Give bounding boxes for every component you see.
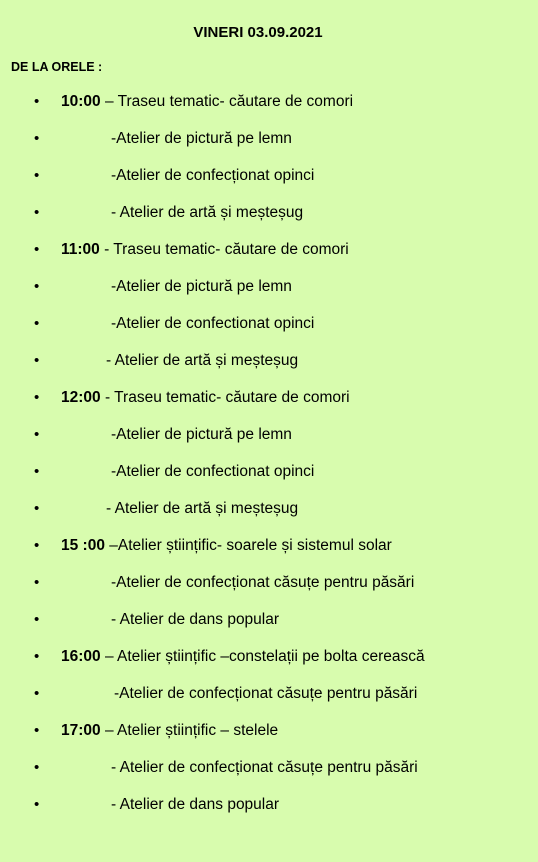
bullet-icon: • [34, 463, 40, 480]
schedule-entry [114, 682, 417, 706]
bullet-icon: • [34, 574, 40, 591]
list-item [0, 423, 538, 460]
schedule-entry [111, 275, 292, 299]
time-label: 10:00 [61, 93, 101, 110]
activity-text: -Atelier de pictură pe lemn [111, 278, 292, 295]
activity-text: -Atelier de confectionat opinci [111, 463, 315, 480]
list-item [0, 497, 538, 534]
schedule-entry [111, 164, 314, 188]
activity-text: – Atelier științific – stelele [100, 722, 279, 739]
activity-text: - Atelier de artă și meșteșug [111, 204, 304, 221]
page-title: VINERI 03.09.2021 [193, 24, 323, 41]
bullet-icon: • [34, 537, 40, 554]
list-item [0, 571, 538, 608]
list-item [0, 756, 538, 793]
activity-text: – Atelier științific –constelații pe bolta cerească [100, 648, 425, 665]
time-label: 17:00 [61, 722, 101, 739]
schedule-entry [106, 349, 298, 373]
schedule-entry [61, 719, 278, 743]
list-item [0, 386, 538, 423]
bullet-icon: • [34, 500, 40, 517]
list-item [0, 201, 538, 238]
bullet-icon: • [34, 278, 40, 295]
schedule-entry [106, 497, 298, 521]
bullet-icon: • [34, 315, 40, 332]
schedule-entry [111, 201, 303, 225]
list-item [0, 682, 538, 719]
schedule-entry [61, 238, 349, 262]
time-label: 11:00 [61, 241, 100, 258]
activity-text: -Atelier de confecționat opinci [111, 167, 315, 184]
schedule-entry [61, 386, 350, 410]
activity-text: - Traseu tematic- căutare de comori [100, 389, 350, 406]
bullet-icon: • [34, 759, 40, 776]
bullet-icon: • [34, 722, 40, 739]
list-item [0, 460, 538, 497]
list-item [0, 127, 538, 164]
schedule-entry [111, 460, 314, 484]
activity-text: –Atelier științific- soarele și sistemul solar [104, 537, 392, 554]
activity-text: -Atelier de confecționat căsuțe pentru păsări [111, 574, 415, 591]
list-item [0, 349, 538, 386]
bullet-icon: • [34, 426, 40, 443]
bullet-icon: • [34, 167, 40, 184]
activity-text: -Atelier de confecționat căsuțe pentru păsări [114, 685, 418, 702]
list-item [0, 719, 538, 756]
schedule-entry [111, 423, 292, 447]
time-label: 16:00 [61, 648, 101, 665]
time-label: 12:00 [61, 389, 101, 406]
schedule-entry [111, 571, 414, 595]
list-item [0, 275, 538, 312]
schedule-entry [111, 127, 292, 151]
schedule-entry [111, 312, 314, 336]
schedule-entry [61, 534, 392, 558]
list-item [0, 645, 538, 682]
schedule-entry [111, 608, 279, 632]
list-item [0, 164, 538, 201]
bullet-icon: • [34, 204, 40, 221]
bullet-icon: • [34, 130, 40, 147]
activity-text: – Traseu tematic- căutare de comori [100, 93, 354, 110]
activity-text: - Atelier de artă și meșteșug [106, 500, 299, 517]
activity-text: -Atelier de confectionat opinci [111, 315, 315, 332]
intro-label: DE LA ORELE : [11, 60, 103, 74]
schedule-entry [111, 793, 279, 817]
bullet-icon: • [34, 93, 40, 110]
list-item [0, 312, 538, 349]
bullet-icon: • [34, 648, 40, 665]
schedule-entry [61, 645, 425, 669]
bullet-icon: • [34, 611, 40, 628]
list-item [0, 534, 538, 571]
schedule-entry [61, 90, 353, 114]
bullet-icon: • [34, 796, 40, 813]
list-item [0, 793, 538, 830]
time-label: 15 :00 [61, 537, 105, 554]
activity-text: - Atelier de artă și meșteșug [106, 352, 299, 369]
schedule-list [0, 90, 538, 830]
bullet-icon: • [34, 685, 40, 702]
list-item [0, 90, 538, 127]
activity-text: - Atelier de dans popular [111, 611, 280, 628]
list-item [0, 608, 538, 645]
bullet-icon: • [34, 352, 40, 369]
activity-text: - Traseu tematic- căutare de comori [99, 241, 349, 258]
schedule-entry [111, 756, 418, 780]
activity-text: - Atelier de confecționat căsuțe pentru păsări [111, 759, 418, 776]
activity-text: - Atelier de dans popular [111, 796, 280, 813]
activity-text: -Atelier de pictură pe lemn [111, 426, 292, 443]
list-item [0, 238, 538, 275]
activity-text: -Atelier de pictură pe lemn [111, 130, 292, 147]
bullet-icon: • [34, 389, 40, 406]
bullet-icon: • [34, 241, 40, 258]
